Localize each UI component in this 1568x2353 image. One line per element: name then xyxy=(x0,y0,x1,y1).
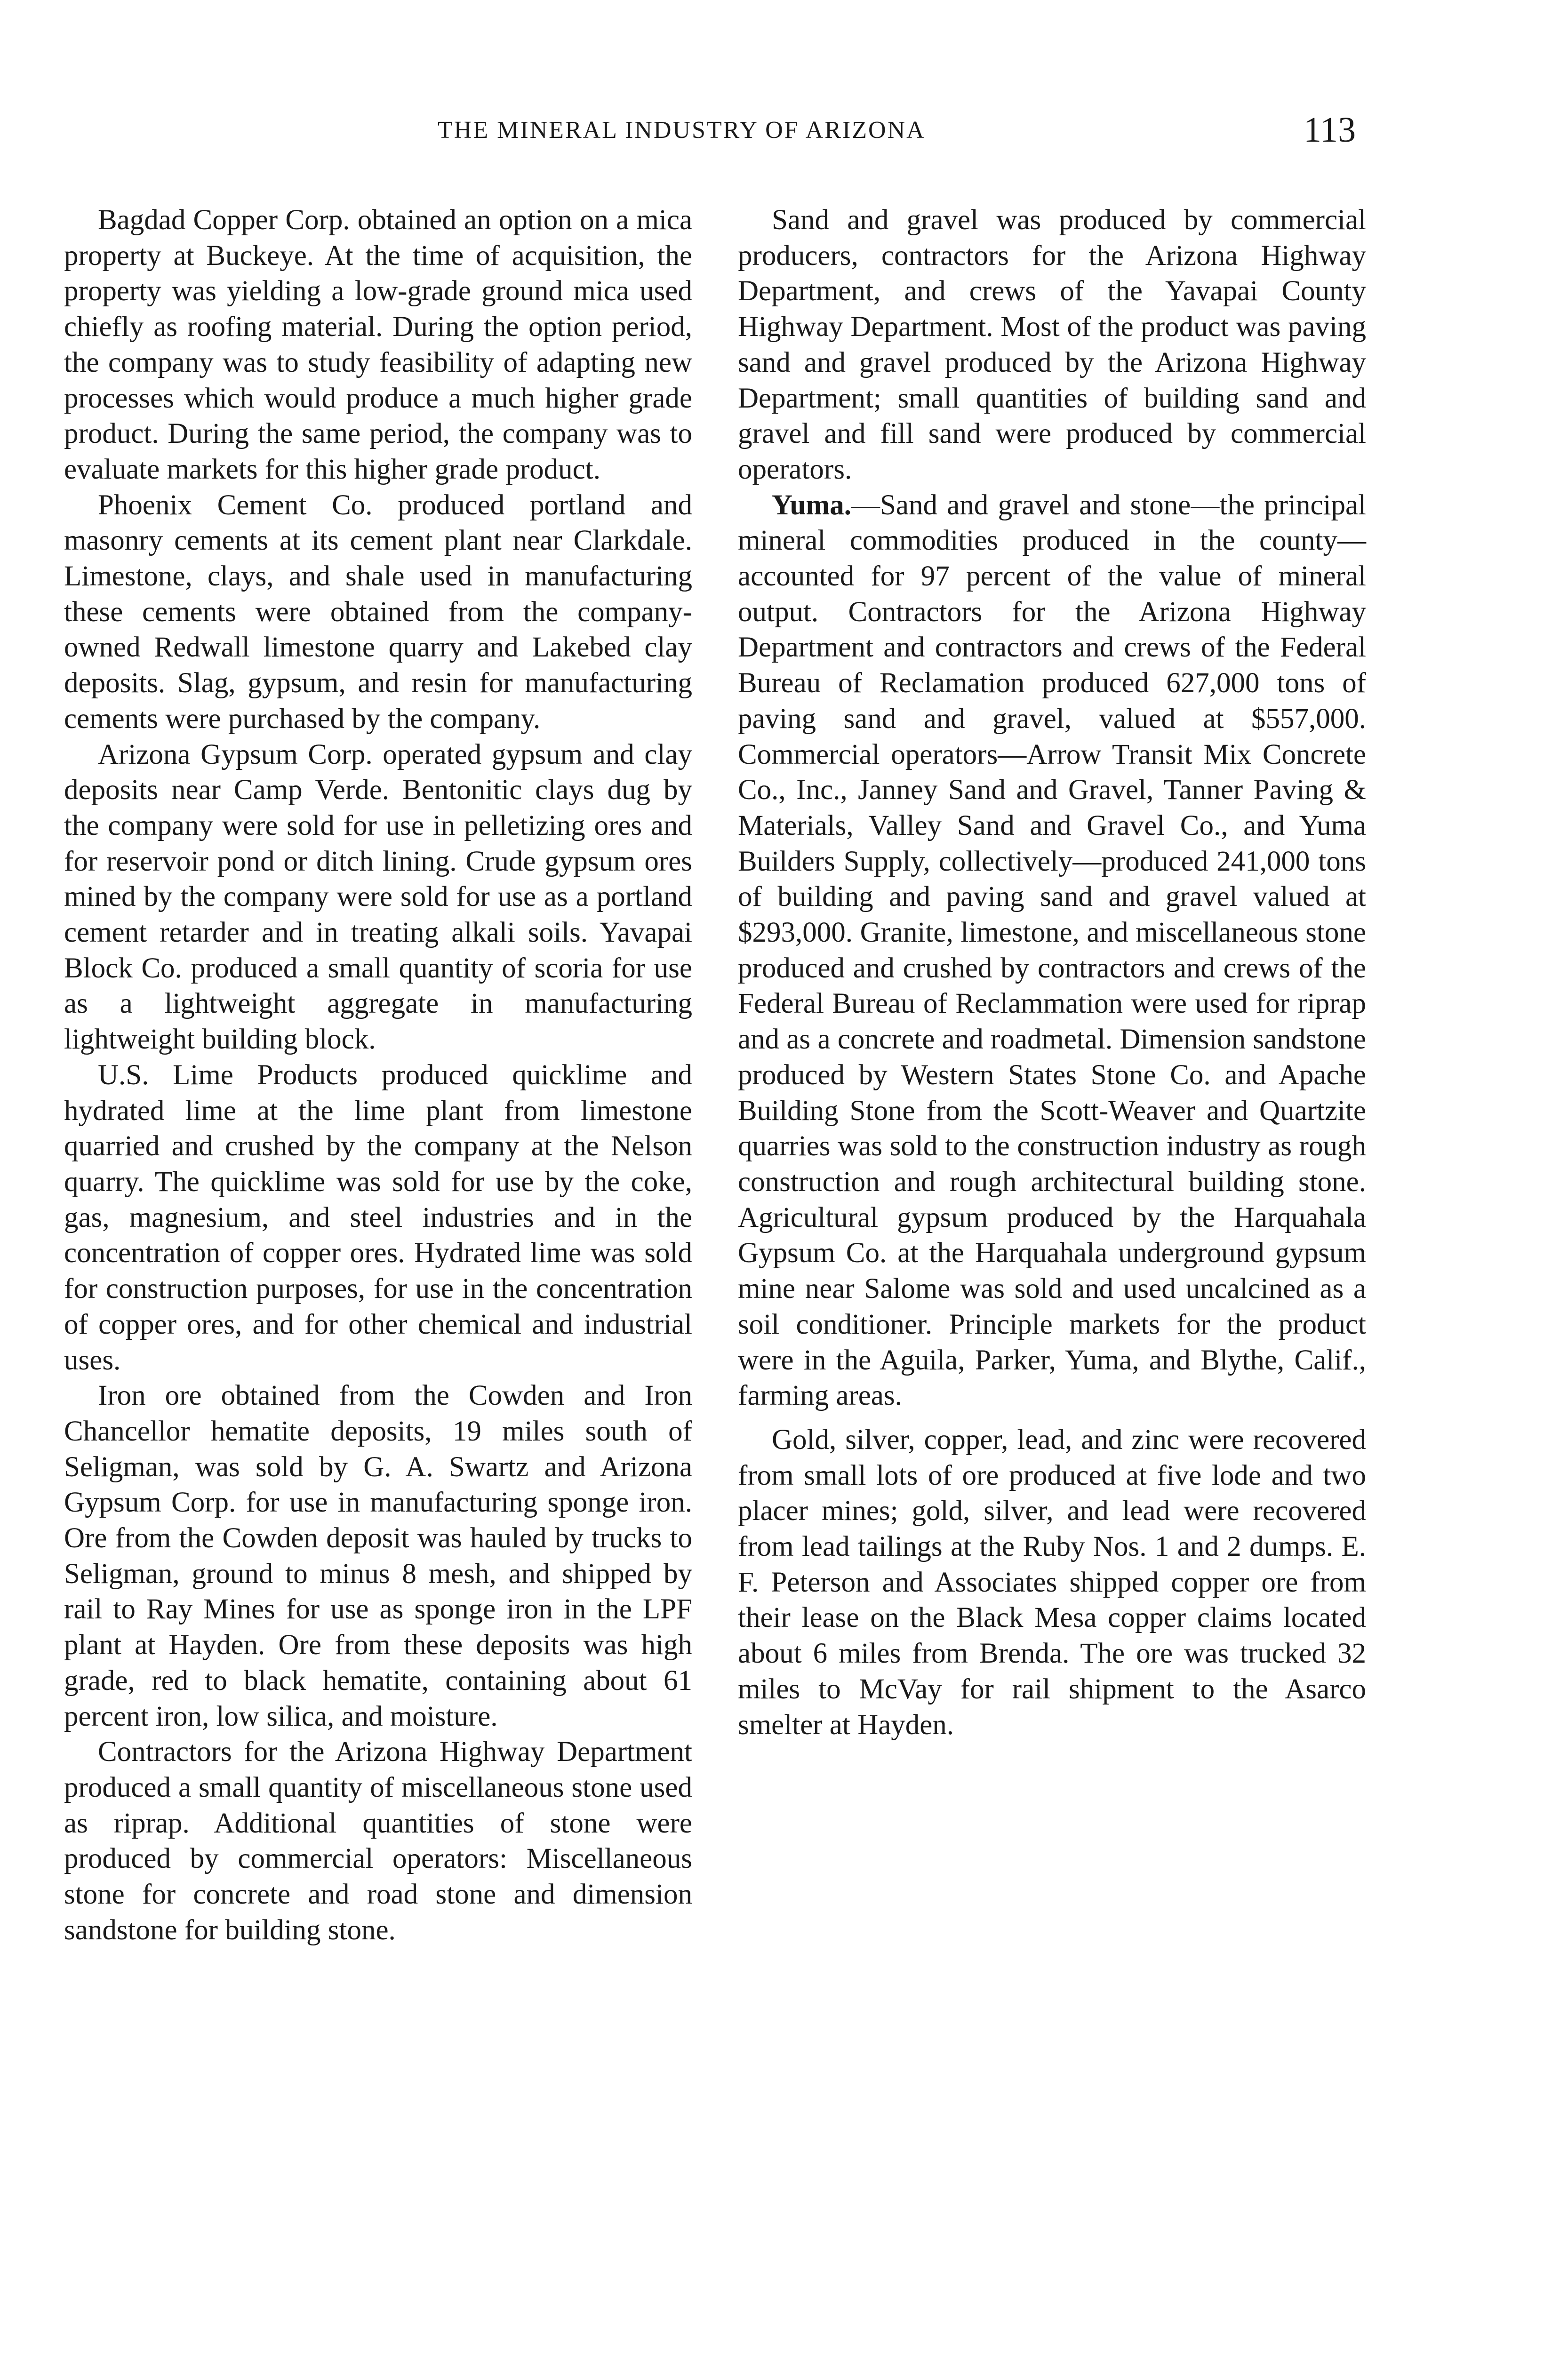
right-column xyxy=(738,202,1366,1743)
left-column xyxy=(64,202,692,1948)
paragraph-yuma xyxy=(738,488,1366,1414)
paragraph-bagdad-mica: Bagdad Copper Corp. obtained an option on a mica property at Buckeye. At the time of acquisition, the property was yielding a low-grade ground mica used chiefly as roofing material. During the option period, the company was to study feasibility of adapting new processes which would produce a much higher grade product. During the same period, the company was to evaluate markets for this higher grade product. xyxy=(64,204,692,485)
paragraph-us-lime: U.S. Lime Products produced quicklime and hydrated lime at the lime plant from limestone quarried and crushed by the company at the Nelson quarry. The quicklime was sold for use by the coke, gas, magnesium, and steel industries and in the concentration of copper ores. Hydrated lime was sold for construction purposes, for use in the concentration of copper ores, and for other chemical and industrial uses. xyxy=(64,1059,692,1376)
paragraph-metals: Gold, silver, copper, lead, and zinc were recovered from small lots of ore produced at five lode and two placer mines; gold, silver, and lead were recovered from lead tailings at the Ruby Nos. 1 and 2 dumps. E. F. Peterson and Associates shipped copper ore from their lease on the Black Mesa copper claims located about 6 miles from Brenda. The ore was trucked 32 miles to McVay for rail shipment to the Asarco smelter at Hayden. xyxy=(738,1424,1366,1741)
running-head xyxy=(0,109,1568,152)
paragraph-highway-stone: Contractors for the Arizona Highway Department produced a small quantity of miscellaneous stone used as riprap. Additional quantities of stone were produced by commercial operators: Miscellaneous stone for concrete and road stone and dimension sandstone for building stone. xyxy=(64,1736,692,1946)
page-number: 113 xyxy=(1304,110,1356,150)
paragraph-arizona-gypsum: Arizona Gypsum Corp. operated gypsum and clay deposits near Camp Verde. Bentonitic clays dug by the company were sold for use in pelletizing ores and for reservoir pond or ditch lining. Crude gypsum ores mined by the company were sold for use as a portland cement retarder and in treating alkali soils. Yavapai Block Co. produced a small quantity of scoria for use as a lightweight aggregate in manufacturing lightweight building block. xyxy=(64,738,692,1056)
yuma-heading: Yuma. xyxy=(772,489,851,521)
paragraph-phoenix-cement: Phoenix Cement Co. produced portland and masonry cements at its cement plant near Clarkdale. Limestone, clays, and shale used in manufacturing these cements were obtained from the company-owned Redwall limestone quarry and Lakebed clay deposits. Slag, gypsum, and resin for manufacturing cements were purchased by the company. xyxy=(64,489,692,735)
paragraph-sand-gravel: Sand and gravel was produced by commercial producers, contractors for the Arizona Highway Department, and crews of the Yavapai County Highway Department. Most of the product was paving sand and gravel produced by the Arizona Highway Department; small quantities of building sand and gravel and fill sand were produced by commercial operators. xyxy=(738,204,1366,485)
running-title: THE MINERAL INDUSTRY OF ARIZONA xyxy=(438,117,926,144)
yuma-text: —Sand and gravel and stone—the principal mineral commodities produced in the county—accounted for 97 percent of the value of mineral output. Contractors for the Arizona Highway Department and contractors and crews of the Federal Bureau of Reclamation produced 627,000 tons of paving sand and gravel, valued at $557,000. Commercial operators—Arrow Transit Mix Concrete Co., Inc., Janney Sand and Gravel, Tanner Paving & Materials, Valley Sand and Gravel Co., and Yuma Builders Supply, collectively—produced 241,000 tons of building and paving sand and gravel valued at $293,000. Granite, limestone, and miscellaneous stone produced and crushed by contractors and crews of the Federal Bureau of Reclammation were used for riprap and as a concrete and roadmetal. Dimension sandstone produced by Western States Stone Co. and Apache Building Stone from the Scott-Weaver and Quartzite quarries was sold to the construction industry as rough construction and rough architectural building stone. Agricultural gypsum produced by the Harquahala Gypsum Co. at the Harquahala underground gypsum mine near Salome was sold and used uncalcined as a soil conditioner. Principle markets for the product were in the Aguila, Parker, Yuma, and Blythe, Calif., farming areas. xyxy=(738,489,1366,1412)
paragraph-iron-ore: Iron ore obtained from the Cowden and Iron Chancellor hematite deposits, 19 miles south of Seligman, was sold by G. A. Swartz and Arizona Gypsum Corp. for use in manufacturing sponge iron. Ore from the Cowden deposit was hauled by trucks to Seligman, ground to minus 8 mesh, and shipped by rail to Ray Mines for use as sponge iron in the LPF plant at Hayden. Ore from these deposits was high grade, red to black hematite, containing about 61 percent iron, low silica, and moisture. xyxy=(64,1380,692,1732)
